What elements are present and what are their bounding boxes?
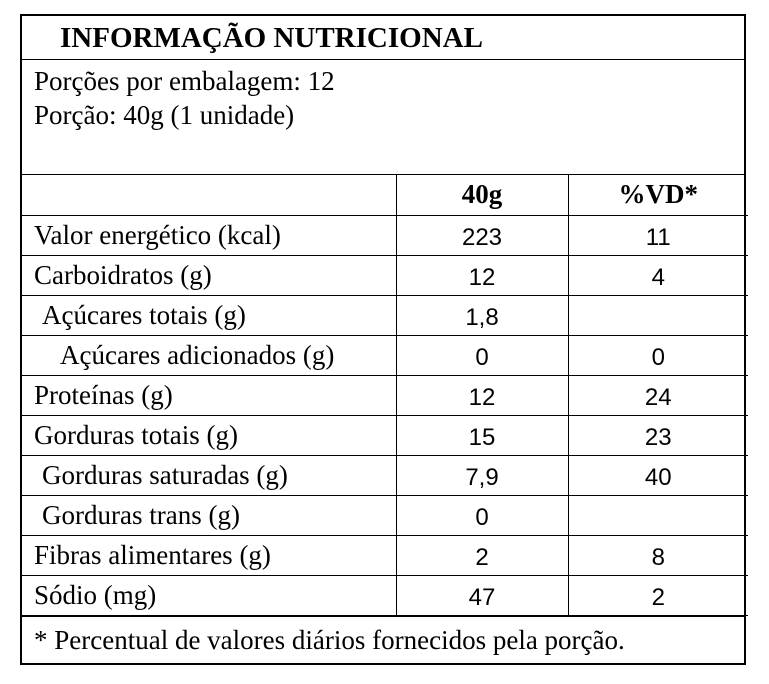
- table-row: [22, 495, 748, 535]
- nutrient-amount: 2: [396, 535, 568, 575]
- nutrient-label: Gorduras saturadas (g): [22, 455, 396, 495]
- footnote: * Percentual de valores diários fornecidos pela porção.: [22, 616, 744, 665]
- nutrient-amount: 12: [396, 375, 568, 415]
- nutrient-label: Açúcares totais (g): [22, 295, 396, 335]
- nutrient-label: Gorduras trans (g): [22, 495, 396, 535]
- header-daily-value: %VD*: [568, 175, 748, 215]
- nutrient-label: Gorduras totais (g): [22, 415, 396, 455]
- table-row: [22, 535, 748, 575]
- table-row: [22, 215, 748, 255]
- nutrient-amount: 0: [396, 335, 568, 375]
- table-row: [22, 575, 748, 615]
- table-row: [22, 455, 748, 495]
- nutrient-daily-value: 8: [568, 535, 748, 575]
- table-row: [22, 415, 748, 455]
- nutrition-facts-panel: [20, 14, 746, 665]
- nutrient-amount: 7,9: [396, 455, 568, 495]
- nutrient-label: Carboidratos (g): [22, 255, 396, 295]
- nutrient-daily-value: 0: [568, 335, 748, 375]
- nutrient-daily-value: 2: [568, 575, 748, 615]
- portions-section: [22, 60, 744, 175]
- nutrient-amount: 0: [396, 495, 568, 535]
- nutrient-daily-value: 23: [568, 415, 748, 455]
- nutrient-label: Valor energético (kcal): [22, 215, 396, 255]
- nutrient-daily-value: 24: [568, 375, 748, 415]
- panel-title: INFORMAÇÃO NUTRICIONAL: [22, 16, 744, 60]
- nutrient-daily-value: 40: [568, 455, 748, 495]
- nutrient-amount: 1,8: [396, 295, 568, 335]
- nutrient-amount: 12: [396, 255, 568, 295]
- nutrient-daily-value: 11: [568, 215, 748, 255]
- nutrient-daily-value: [568, 495, 748, 535]
- nutrient-label: Proteínas (g): [22, 375, 396, 415]
- nutrient-daily-value: 4: [568, 255, 748, 295]
- table-row: [22, 295, 748, 335]
- nutrient-amount: 47: [396, 575, 568, 615]
- header-nutrient: [22, 175, 396, 215]
- nutrient-label: Sódio (mg): [22, 575, 396, 615]
- table-header-row: [22, 175, 748, 215]
- nutrient-label: Açúcares adicionados (g): [22, 335, 396, 375]
- table-row: [22, 335, 748, 375]
- nutrient-daily-value: [568, 295, 748, 335]
- table-row: [22, 255, 748, 295]
- nutrient-amount: 223: [396, 215, 568, 255]
- nutrient-label: Fibras alimentares (g): [22, 535, 396, 575]
- serving-size: Porção: 40g (1 unidade): [34, 100, 295, 130]
- servings-per-package: Porções por embalagem: 12: [34, 66, 335, 96]
- nutrient-amount: 15: [396, 415, 568, 455]
- nutrient-table: [22, 175, 748, 616]
- header-amount: 40g: [396, 175, 568, 215]
- table-row: [22, 375, 748, 415]
